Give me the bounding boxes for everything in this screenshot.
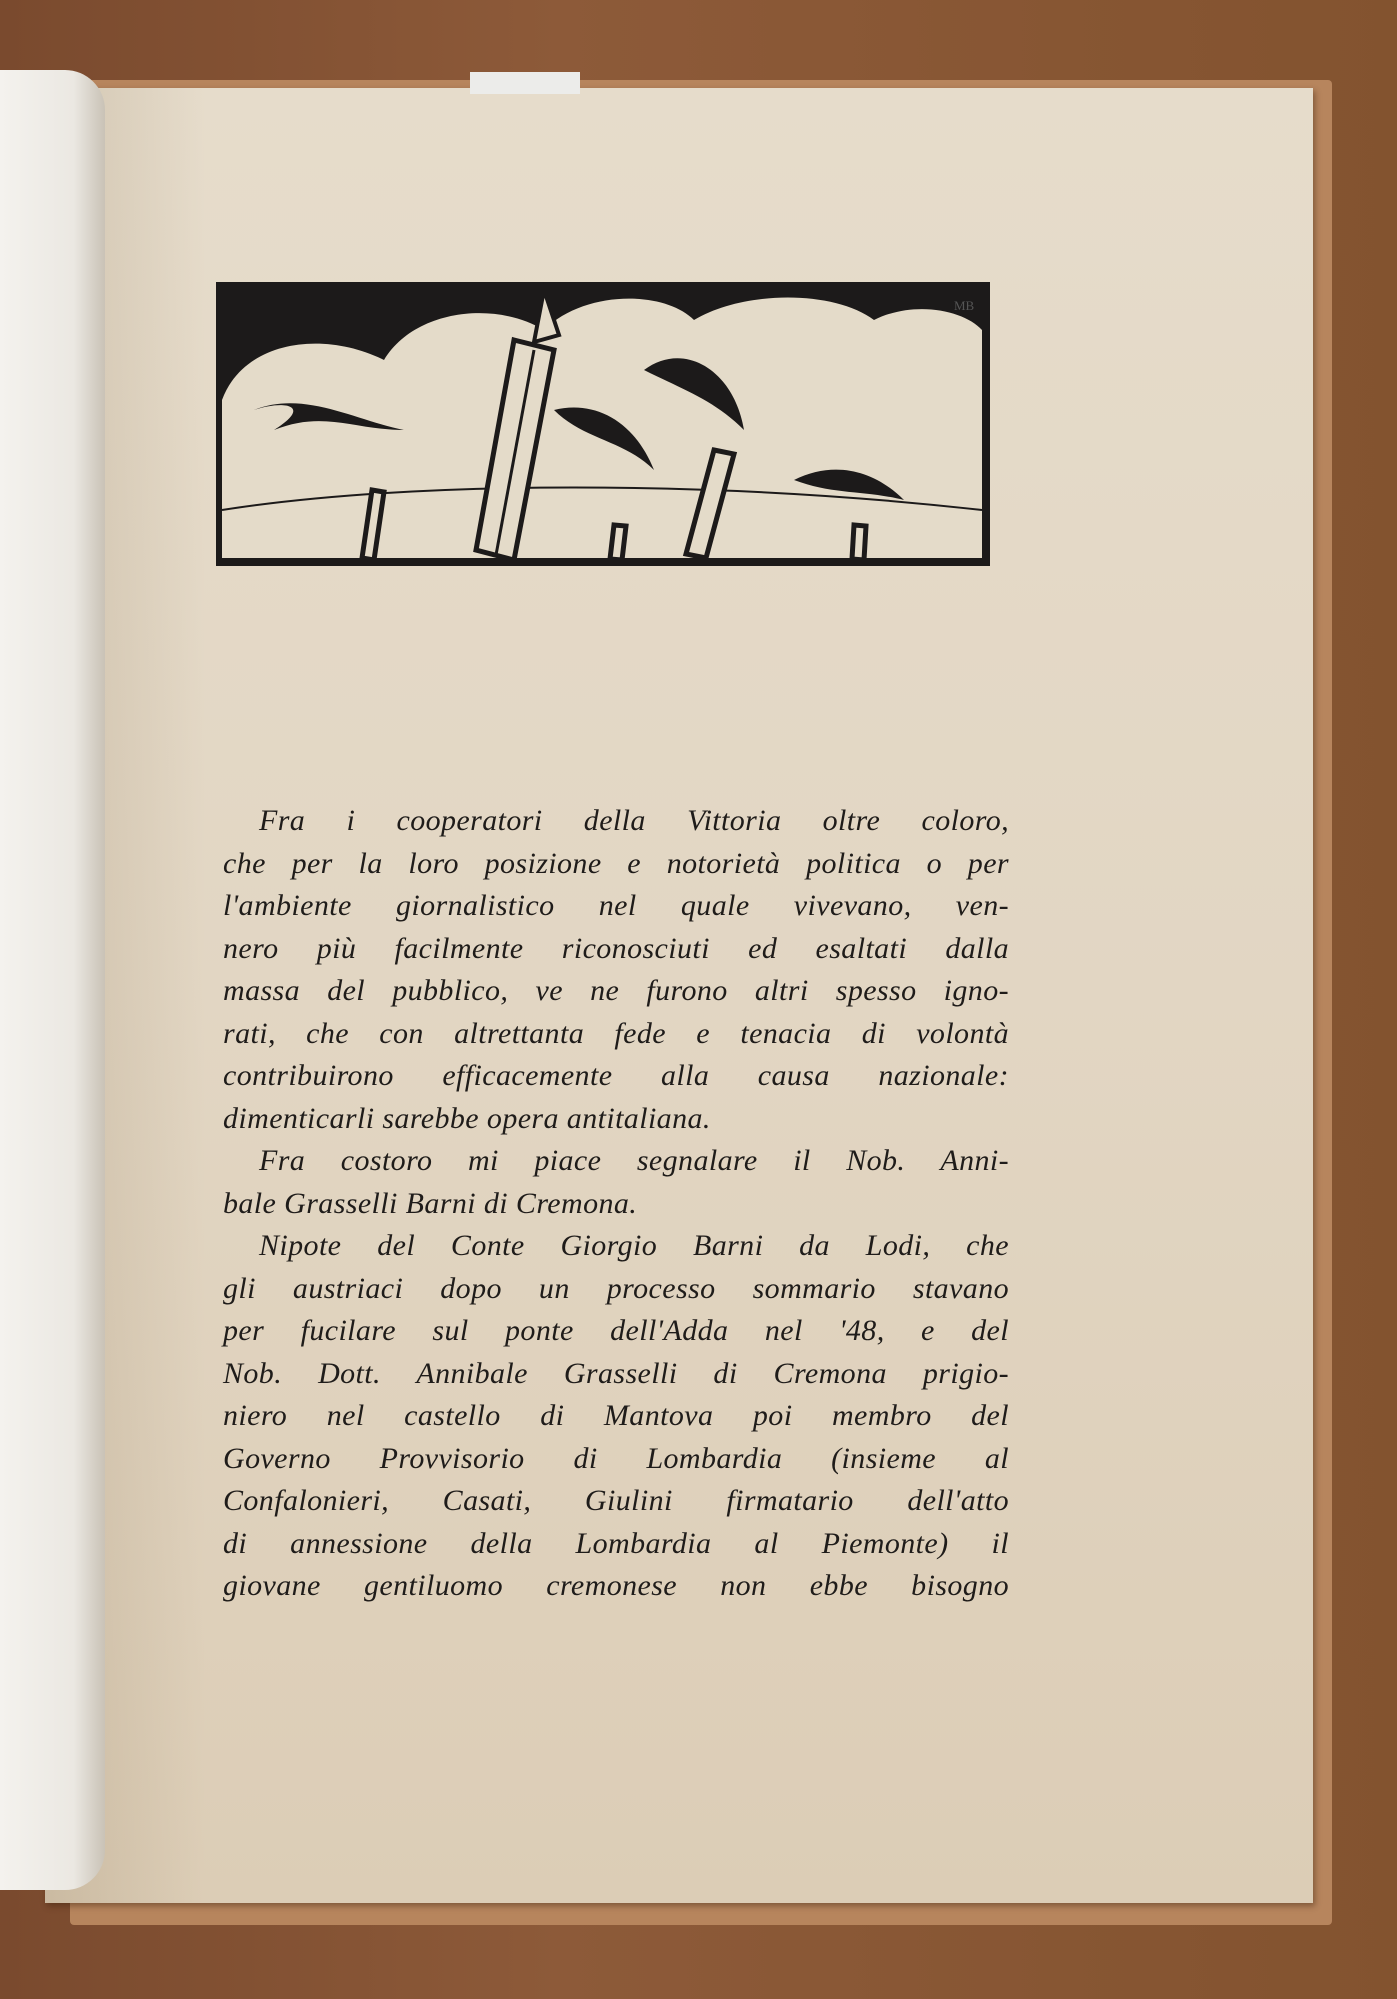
text-line: Nob. Dott. Annibale Grasselli di Cremona prigio- (223, 1356, 1009, 1390)
text-line: nero più facilmente riconosciuti ed esaltati dalla (223, 931, 1009, 965)
text-line: l'ambiente giornalistico nel quale vivevano, ven- (223, 889, 1009, 922)
text-line: Nipote del Conte Giorgio Barni da Lodi, che (259, 1229, 1009, 1262)
paragraph-1 (223, 800, 1009, 1140)
text-line: Fra costoro mi piace segnalare il Nob. Anni- (259, 1144, 1009, 1177)
illustration-monogram: MB (954, 298, 975, 313)
body-text (223, 800, 1009, 1608)
paragraph-2 (223, 1140, 1009, 1225)
text-line: niero nel castello di Mantova poi membro del (223, 1399, 1009, 1432)
fasces-torches-illustration (214, 280, 992, 568)
text-line: Confalonieri, Casati, Giulini firmatario dell'atto (223, 1484, 1009, 1517)
text-line: per fucilare sul ponte dell'Adda nel '48, e del (223, 1314, 1009, 1347)
text-line: giovane gentiluomo cremonese non ebbe bisogno (223, 1569, 1009, 1602)
text-line: contribuirono efficacemente alla causa nazionale: (223, 1059, 1009, 1092)
text-line: massa del pubblico, ve ne furono altri spesso igno- (223, 974, 1009, 1007)
text-line: dimenticarli sarebbe opera antitaliana. (223, 1101, 711, 1135)
text-line: Governo Provvisorio di Lombardia (insieme al (223, 1441, 1009, 1475)
text-line: di annessione della Lombardia al Piemonte) il (223, 1526, 1009, 1560)
text-line: rati, che con altrettanta fede e tenacia di volontà (223, 1016, 1009, 1050)
facing-page-edge (0, 70, 105, 1890)
paragraph-3 (223, 1225, 1009, 1608)
text-line: gli austriaci dopo un processo sommario stavano (223, 1271, 1009, 1305)
text-line: bale Grasselli Barni di Cremona. (223, 1186, 638, 1220)
text-line: che per la loro posizione e notorietà politica o per (223, 846, 1009, 880)
paper-slip (470, 72, 580, 94)
text-line: Fra i cooperatori della Vittoria oltre coloro, (259, 804, 1009, 837)
